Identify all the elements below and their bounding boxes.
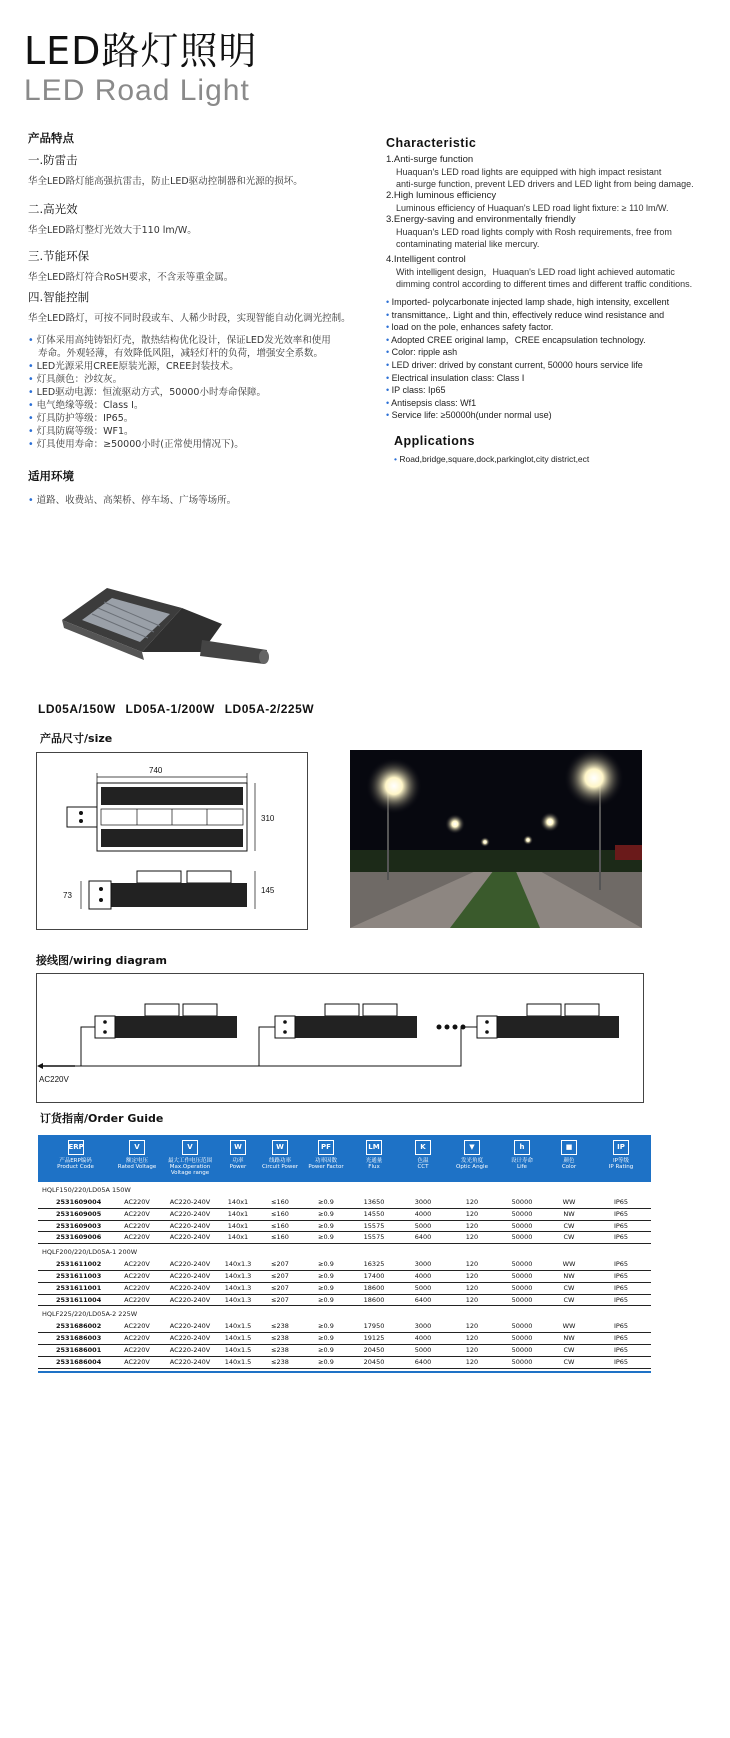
table-cell: CW bbox=[563, 1283, 575, 1292]
column-label-cn: 光通量 bbox=[365, 1158, 383, 1164]
column-label-cn: 线路功率 bbox=[268, 1158, 291, 1164]
table-cell: 14550 bbox=[363, 1209, 385, 1218]
table-header-cell bbox=[447, 1135, 497, 1182]
table-cell: AC220-240V bbox=[169, 1322, 211, 1331]
en-feature-line: With intelligent design，Huaquan's LED road light achieved automatic bbox=[396, 267, 675, 277]
dim-width-label: 740 bbox=[149, 766, 163, 775]
table-cell: CW bbox=[563, 1233, 575, 1242]
column-icon: LM bbox=[366, 1140, 382, 1155]
table-cell: IP65 bbox=[613, 1345, 629, 1354]
table-cell: 6400 bbox=[414, 1233, 432, 1242]
table-header-cell bbox=[349, 1135, 399, 1182]
table-cell: 140x1.3 bbox=[224, 1260, 252, 1269]
cn-feature-title: 三.节能环保 bbox=[28, 249, 90, 263]
table-cell: WW bbox=[562, 1198, 576, 1206]
table-cell: CW bbox=[563, 1295, 575, 1304]
column-label-en: Product Code bbox=[57, 1164, 94, 1170]
table-header-cell bbox=[591, 1135, 651, 1182]
table-header-cell bbox=[38, 1135, 113, 1182]
en-spec-item: • Electrical insulation class: Class Ⅰ bbox=[386, 372, 716, 385]
table-cell: 120 bbox=[465, 1295, 479, 1304]
table-cell: AC220V bbox=[124, 1198, 150, 1206]
night-road-photo bbox=[350, 750, 642, 928]
table-cell: AC220-240V bbox=[169, 1260, 211, 1269]
dim-depth-label: 310 bbox=[261, 814, 275, 823]
table-cell: ≥0.9 bbox=[318, 1357, 334, 1366]
model-list: LD05A/150W LD05A-1/200W LD05A-2/225W bbox=[38, 702, 315, 716]
column-label-cn: 额定电压 bbox=[125, 1158, 148, 1164]
table-cell: 5000 bbox=[414, 1221, 432, 1230]
table-cell: 4000 bbox=[414, 1271, 432, 1280]
table-cell: 2531611001 bbox=[56, 1283, 102, 1292]
en-feature-line: anti-surge function, prevent LED drivers and LED light from being damage. bbox=[396, 179, 694, 189]
table-row bbox=[38, 1321, 651, 1333]
column-label-cn: 功率因数 bbox=[314, 1158, 337, 1164]
table-cell: 3000 bbox=[414, 1260, 432, 1269]
table-cell: ≥0.9 bbox=[318, 1221, 334, 1230]
order-table-body bbox=[38, 1184, 651, 1369]
table-cell: ≤160 bbox=[271, 1209, 289, 1218]
cn-feature-text: 华全LED路灯，可按不同时段或车、人稀少时段，实现智能自动化调光控制。 bbox=[28, 313, 351, 324]
table-group-title: HQLF150/220/LD05A 150W bbox=[42, 1186, 131, 1194]
table-cell: 20450 bbox=[363, 1345, 385, 1354]
table-header-cell bbox=[257, 1135, 303, 1182]
table-cell: 120 bbox=[465, 1345, 479, 1354]
table-cell: 140x1.3 bbox=[224, 1271, 252, 1280]
table-cell: IP65 bbox=[613, 1271, 629, 1280]
dimension-drawing bbox=[36, 752, 308, 930]
table-cell: 4000 bbox=[414, 1334, 432, 1343]
column-icon: IP bbox=[613, 1140, 629, 1155]
table-group-title: HQLF200/220/LD05A-1 200W bbox=[42, 1248, 138, 1257]
table-cell: 50000 bbox=[511, 1295, 533, 1304]
table-cell: 140x1.5 bbox=[224, 1357, 252, 1366]
table-cell: AC220V bbox=[124, 1295, 150, 1304]
table-cell: 2531686001 bbox=[56, 1345, 102, 1354]
order-guide-heading: 订货指南/Order Guide bbox=[40, 1112, 164, 1125]
table-cell: IP65 bbox=[613, 1198, 629, 1206]
table-cell: AC220V bbox=[124, 1209, 150, 1218]
en-feature-line: Huaquan's LED road lights comply with Rosh requirements, free from bbox=[396, 227, 672, 237]
en-feature-title: 2.High luminous efficiency bbox=[386, 190, 497, 201]
order-table-header bbox=[38, 1135, 651, 1182]
size-heading: 产品尺寸/size bbox=[40, 732, 113, 745]
column-icon: V bbox=[182, 1140, 198, 1155]
table-cell: 120 bbox=[465, 1198, 479, 1206]
table-cell: AC220V bbox=[124, 1322, 150, 1331]
table-cell: 6400 bbox=[414, 1357, 432, 1366]
cn-feature-text: 华全LED路灯符合RoSH要求，不含汞等重金属。 bbox=[28, 272, 234, 283]
cn-spec-item: • 灯具使用寿命：≥50000小时(正常使用情况下)。 bbox=[28, 438, 398, 451]
table-cell: 2531611004 bbox=[56, 1295, 102, 1304]
table-header-cell bbox=[161, 1135, 219, 1182]
column-label-en: Circuit Power bbox=[261, 1164, 299, 1170]
cn-spec-item: • 灯具防腐等级：WF1。 bbox=[28, 425, 398, 438]
table-cell: ≥0.9 bbox=[318, 1260, 334, 1269]
applications-heading: Applications bbox=[394, 434, 476, 448]
column-label-cn: 设计寿命 bbox=[510, 1158, 533, 1164]
table-cell: AC220-240V bbox=[169, 1233, 211, 1242]
table-cell: ≥0.9 bbox=[318, 1233, 334, 1242]
table-cell: IP65 bbox=[613, 1233, 629, 1242]
en-features bbox=[386, 136, 716, 422]
wiring-heading: 接线图/wiring diagram bbox=[36, 954, 167, 967]
table-cell: ≥0.9 bbox=[318, 1345, 334, 1354]
table-cell: AC220-240V bbox=[169, 1198, 211, 1206]
table-cell: AC220-240V bbox=[169, 1345, 211, 1354]
table-cell: 50000 bbox=[511, 1322, 533, 1331]
table-cell: 50000 bbox=[511, 1198, 533, 1206]
table-cell: 140x1 bbox=[227, 1221, 249, 1230]
cn-spec-item: • 电气绝缘等级：Class Ⅰ。 bbox=[28, 399, 398, 412]
table-cell: 140x1.3 bbox=[224, 1283, 252, 1292]
table-cell: 50000 bbox=[511, 1233, 533, 1242]
table-cell: 15575 bbox=[363, 1221, 385, 1230]
table-cell: IP65 bbox=[613, 1357, 629, 1366]
en-feature-line: Luminous efficiency of Huaquan's LED road light fixture: ≥ 110 lm/W. bbox=[396, 203, 669, 213]
table-cell: ≤207 bbox=[271, 1271, 289, 1280]
table-row bbox=[38, 1357, 651, 1369]
table-cell: AC220-240V bbox=[169, 1357, 211, 1366]
table-row bbox=[38, 1259, 651, 1271]
table-cell: 2531611002 bbox=[56, 1260, 102, 1269]
en-features-heading: Characteristic bbox=[386, 136, 477, 150]
table-header-cell bbox=[497, 1135, 547, 1182]
en-feature-title: 3.Energy-saving and environmentally friendly bbox=[386, 214, 576, 225]
table-cell: 5000 bbox=[414, 1345, 432, 1354]
en-spec-item: • Adopted CREE original lamp，CREE encapsulation technology. bbox=[386, 334, 716, 347]
column-label-en: Max.Operation Voltage range bbox=[169, 1164, 211, 1176]
table-cell: 50000 bbox=[511, 1357, 533, 1366]
table-cell: 120 bbox=[465, 1271, 479, 1280]
en-feature-title: 4.Intelligent control bbox=[386, 254, 466, 265]
column-label-cn: IP等级 bbox=[613, 1158, 629, 1164]
table-cell: ≥0.9 bbox=[318, 1209, 334, 1218]
column-icon: ERP bbox=[68, 1140, 84, 1155]
column-label-cn: 颜色 bbox=[563, 1158, 575, 1164]
table-cell: 17950 bbox=[363, 1322, 385, 1331]
table-cell: AC220-240V bbox=[169, 1283, 211, 1292]
table-cell: ≥0.9 bbox=[318, 1334, 334, 1343]
table-cell: 50000 bbox=[511, 1345, 533, 1354]
column-icon: PF bbox=[318, 1140, 334, 1155]
cn-features bbox=[28, 130, 398, 451]
table-cell: 120 bbox=[465, 1283, 479, 1292]
column-label-cn: 发光角度 bbox=[460, 1158, 483, 1164]
column-label-en: Rated Voltage bbox=[117, 1164, 157, 1170]
en-feature-line: contaminating material like mercury. bbox=[396, 239, 540, 249]
table-cell: 50000 bbox=[511, 1283, 533, 1292]
table-cell: AC220V bbox=[124, 1357, 150, 1366]
table-cell: ≤238 bbox=[271, 1322, 289, 1331]
table-cell: AC220-240V bbox=[169, 1209, 211, 1218]
table-cell: 50000 bbox=[511, 1334, 533, 1343]
table-cell: 120 bbox=[465, 1322, 479, 1331]
table-cell: AC220-240V bbox=[169, 1271, 211, 1280]
table-cell: IP65 bbox=[613, 1295, 629, 1304]
page-title-cn: LED路灯照明 bbox=[24, 29, 258, 73]
column-icon: h bbox=[514, 1140, 530, 1155]
table-cell: 50000 bbox=[511, 1260, 533, 1269]
table-cell: ≥0.9 bbox=[318, 1271, 334, 1280]
en-feature-line: Huaquan's LED road lights are equipped with high impact resistant bbox=[396, 167, 662, 177]
cn-feature-title: 一.防雷击 bbox=[28, 153, 78, 167]
column-icon: W bbox=[230, 1140, 246, 1155]
table-cell: CW bbox=[563, 1345, 575, 1354]
en-spec-item: • Imported- polycarbonate injected lamp shade, high intensity, excellent bbox=[386, 296, 716, 309]
cn-spec-item: • LED驱动电源：恒流驱动方式，50000小时寿命保障。 bbox=[28, 386, 398, 399]
table-cell: ≥0.9 bbox=[318, 1295, 334, 1304]
page-title-en: LED Road Light bbox=[24, 74, 250, 107]
column-label-cn: 色温 bbox=[417, 1158, 429, 1164]
table-cell: IP65 bbox=[613, 1221, 629, 1230]
table-cell: 2531609003 bbox=[56, 1221, 102, 1230]
column-icon: W bbox=[272, 1140, 288, 1155]
table-cell: 50000 bbox=[511, 1271, 533, 1280]
table-cell: AC220V bbox=[124, 1221, 150, 1230]
table-row bbox=[38, 1345, 651, 1357]
table-cell: 120 bbox=[465, 1221, 479, 1230]
table-cell: 50000 bbox=[511, 1221, 533, 1230]
cn-features-heading: 产品特点 bbox=[28, 131, 74, 145]
table-end-line bbox=[38, 1371, 651, 1373]
table-header-cell bbox=[303, 1135, 349, 1182]
column-label-cn: 功率 bbox=[232, 1158, 244, 1164]
cn-spec-item: • 灯具颜色：沙纹灰。 bbox=[28, 373, 398, 386]
table-cell: 120 bbox=[465, 1260, 479, 1269]
table-row bbox=[38, 1271, 651, 1283]
table-cell: 5000 bbox=[414, 1283, 432, 1292]
table-cell: IP65 bbox=[613, 1260, 629, 1269]
cn-spec-item: 寿命。外观轻薄，有效降低风阻，减轻灯杆的负荷，增强安全系数。 bbox=[38, 348, 324, 359]
column-label-en: Power Factor bbox=[308, 1164, 344, 1170]
environment-text: • 道路、收费站、高架桥、停车场、广场等场所。 bbox=[28, 492, 236, 506]
column-label-en: Flux bbox=[368, 1164, 380, 1170]
table-cell: AC220V bbox=[124, 1260, 150, 1269]
table-header-cell bbox=[399, 1135, 447, 1182]
table-cell: CW bbox=[563, 1357, 575, 1366]
cn-feature-text: 华全LED路灯整灯光效大于110 lm/W。 bbox=[28, 225, 197, 236]
order-table bbox=[38, 1135, 651, 1373]
column-label-en: Life bbox=[517, 1164, 527, 1170]
table-cell: ≤160 bbox=[271, 1198, 289, 1206]
table-cell: 120 bbox=[465, 1233, 479, 1242]
table-cell: AC220-240V bbox=[169, 1334, 211, 1343]
table-cell: 140x1 bbox=[227, 1233, 249, 1242]
en-spec-item: • load on the pole, enhances safety factor. bbox=[386, 321, 716, 334]
table-cell: 2531611003 bbox=[56, 1271, 102, 1280]
table-header-cell bbox=[547, 1135, 591, 1182]
table-cell: 120 bbox=[465, 1209, 479, 1218]
table-cell: ≥0.9 bbox=[318, 1283, 334, 1292]
table-cell: IP65 bbox=[613, 1334, 629, 1343]
table-cell: ≤207 bbox=[271, 1283, 289, 1292]
table-row bbox=[38, 1197, 651, 1209]
cn-spec-item: • 灯体采用高纯铸铝灯壳，散热结构优化设计，保证LED发光效率和使用 bbox=[28, 334, 398, 347]
en-spec-item: • LED driver: drived by constant current, 50000 hours service life bbox=[386, 359, 716, 372]
table-cell: WW bbox=[562, 1322, 576, 1331]
table-row bbox=[38, 1221, 651, 1233]
table-cell: 4000 bbox=[414, 1209, 432, 1218]
road-light-product-image bbox=[52, 580, 272, 680]
column-label-en: Color bbox=[561, 1164, 577, 1170]
en-spec-item: • Service life: ≥50000h(under normal use) bbox=[386, 409, 716, 422]
en-spec-item: • Color: ripple ash bbox=[386, 346, 716, 359]
en-feature-title: 1.Anti-surge function bbox=[386, 154, 474, 165]
table-row bbox=[38, 1209, 651, 1221]
table-cell: ≤238 bbox=[271, 1345, 289, 1354]
table-cell: 140x1 bbox=[227, 1198, 249, 1206]
table-cell: 2531686004 bbox=[56, 1357, 102, 1366]
dim-side-label: 73 bbox=[63, 891, 72, 900]
cn-spec-item: • LED光源采用CREE原装光源，CREE封装技术。 bbox=[28, 360, 398, 373]
table-row bbox=[38, 1295, 651, 1307]
table-cell: ≤238 bbox=[271, 1334, 289, 1343]
table-cell: 13650 bbox=[363, 1198, 385, 1206]
table-cell: 17400 bbox=[363, 1271, 385, 1280]
table-cell: 19125 bbox=[363, 1334, 385, 1343]
table-cell: ≤238 bbox=[271, 1357, 289, 1366]
table-cell: 18600 bbox=[363, 1283, 385, 1292]
table-cell: AC220-240V bbox=[169, 1221, 211, 1230]
table-cell: AC220-240V bbox=[169, 1295, 211, 1304]
table-cell: WW bbox=[562, 1260, 576, 1269]
applications-text: • Road,bridge,square,dock,parkinglot,city district,ect bbox=[394, 454, 589, 464]
table-cell: 140x1.5 bbox=[224, 1334, 252, 1343]
table-cell: 16325 bbox=[363, 1260, 385, 1269]
table-cell: 20450 bbox=[363, 1357, 385, 1366]
en-feature-line: dimming control according to different times and different traffic conditions. bbox=[396, 279, 693, 289]
table-row bbox=[38, 1283, 651, 1295]
table-cell: ≥0.9 bbox=[318, 1198, 334, 1206]
column-label-cn: 最大工作电压范围 bbox=[167, 1158, 212, 1164]
table-cell: AC220V bbox=[124, 1334, 150, 1343]
wiring-diagram bbox=[36, 973, 644, 1103]
table-cell: 140x1 bbox=[227, 1209, 249, 1218]
table-cell: AC220V bbox=[124, 1271, 150, 1280]
table-cell: 3000 bbox=[414, 1322, 432, 1331]
table-cell: 2531609004 bbox=[56, 1198, 102, 1206]
table-cell: 2531686003 bbox=[56, 1334, 102, 1343]
en-spec-item: • IP class: Ip65 bbox=[386, 384, 716, 397]
column-label-cn: 产品ERP编码 bbox=[59, 1158, 92, 1164]
column-icon: V bbox=[129, 1140, 145, 1155]
table-cell: IP65 bbox=[613, 1209, 629, 1218]
table-cell: 140x1.5 bbox=[224, 1345, 252, 1354]
column-icon: ■ bbox=[561, 1140, 577, 1155]
table-cell: ≤160 bbox=[271, 1221, 289, 1230]
table-cell: IP65 bbox=[613, 1283, 629, 1292]
table-cell: AC220V bbox=[124, 1345, 150, 1354]
cn-feature-text: 华全LED路灯能高强抗雷击，防止LED驱动控制器和光源的损坏。 bbox=[28, 176, 303, 187]
table-cell: 140x1.5 bbox=[224, 1322, 252, 1331]
table-group-title: HQLF225/220/LD05A-2 225W bbox=[42, 1310, 138, 1319]
table-cell: 120 bbox=[465, 1334, 479, 1343]
table-cell: 3000 bbox=[414, 1198, 432, 1206]
column-label-en: IP Rating bbox=[608, 1164, 634, 1170]
table-header-cell bbox=[219, 1135, 257, 1182]
table-cell: ≤160 bbox=[271, 1233, 289, 1242]
table-cell: 120 bbox=[465, 1357, 479, 1366]
table-cell: 2531609005 bbox=[56, 1209, 102, 1218]
en-spec-item: • transmittance,. Light and thin, effectively reduce wind resistance and bbox=[386, 309, 716, 322]
table-cell: AC220V bbox=[124, 1283, 150, 1292]
table-cell: NW bbox=[563, 1334, 575, 1343]
en-spec-item: • Antisepsis class: Wf1 bbox=[386, 397, 716, 410]
table-cell: 6400 bbox=[414, 1295, 432, 1304]
table-cell: 2531609006 bbox=[56, 1233, 102, 1242]
cn-feature-title: 四.智能控制 bbox=[28, 290, 90, 304]
table-row bbox=[38, 1232, 651, 1244]
table-cell: 50000 bbox=[511, 1209, 533, 1218]
column-label-en: Optic Angle bbox=[456, 1164, 488, 1170]
table-cell: ≤207 bbox=[271, 1295, 289, 1304]
table-cell: 15575 bbox=[363, 1233, 385, 1242]
ac-voltage-label: AC220V bbox=[39, 1075, 69, 1084]
en-spec-list bbox=[386, 296, 716, 422]
table-cell: CW bbox=[563, 1221, 575, 1230]
dim-height-label: 145 bbox=[261, 886, 275, 895]
table-cell: NW bbox=[563, 1271, 575, 1280]
cn-spec-item: • 灯具防护等级：IP65。 bbox=[28, 412, 398, 425]
table-row bbox=[38, 1333, 651, 1345]
column-label-en: Power bbox=[229, 1164, 247, 1170]
table-cell: 140x1.3 bbox=[224, 1295, 252, 1304]
column-icon: K bbox=[415, 1140, 431, 1155]
cn-feature-title: 二.高光效 bbox=[28, 202, 78, 216]
table-cell: IP65 bbox=[613, 1322, 629, 1331]
table-cell: 2531686002 bbox=[56, 1322, 102, 1331]
column-label-en: CCT bbox=[417, 1164, 429, 1170]
table-cell: ≥0.9 bbox=[318, 1322, 334, 1331]
column-icon: ▼ bbox=[464, 1140, 480, 1155]
table-cell: NW bbox=[563, 1209, 575, 1218]
table-cell: 18600 bbox=[363, 1295, 385, 1304]
table-header-cell bbox=[113, 1135, 161, 1182]
table-cell: AC220V bbox=[124, 1233, 150, 1242]
cn-spec-list bbox=[28, 334, 398, 451]
environment-heading: 适用环境 bbox=[28, 469, 74, 483]
table-cell: ≤207 bbox=[271, 1260, 289, 1269]
